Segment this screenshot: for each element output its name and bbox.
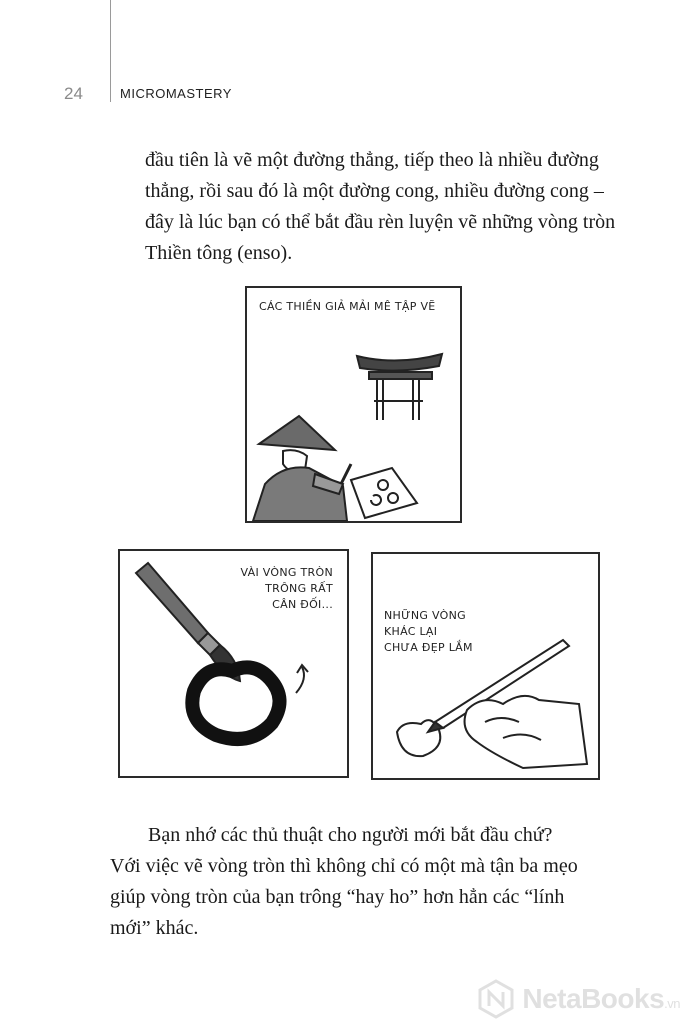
header-rule [110, 0, 111, 102]
paragraph-line: đầu tiên là vẽ một đường thẳng, tiếp theo là nhiều đường [145, 149, 599, 171]
paragraph-line: thẳng, rồi sau đó là một đường cong, nhiều đường cong – [145, 180, 604, 202]
comic-panel-balanced-circle [118, 549, 349, 778]
paragraph-line: Thiền tông (enso). [145, 242, 293, 264]
zen-practice-illustration [247, 288, 460, 521]
running-head [0, 0, 700, 110]
paragraph-line: Với việc vẽ vòng tròn thì không chỉ có một mà tận ba mẹo [110, 855, 578, 877]
uneven-circle-illustration [373, 554, 598, 778]
panel-caption: NHỮNG VÒNG KHÁC LẠI CHƯA ĐẸP LẮM [384, 609, 473, 654]
paragraph-line: đây là lúc bạn có thể bắt đầu rèn luyện vẽ những vòng tròn [145, 211, 616, 233]
panel-caption: VÀI VÒNG TRÒN TRÔNG RẤT CÂN ĐỐI... [240, 566, 333, 611]
panel-caption: CÁC THIỀN GIẢ MẢI MÊ TẬP VẼ [259, 300, 436, 313]
paragraph-line: Bạn nhớ các thủ thuật cho người mới bắt đầu chứ? [148, 824, 553, 846]
watermark-text: NetaBooks.vn [522, 983, 680, 1014]
paragraph-bottom [110, 820, 578, 944]
practice-paper [351, 468, 417, 518]
page-number: 24 [64, 84, 83, 103]
hand-with-pencil [428, 640, 587, 768]
book-title: MICROMASTERY [120, 86, 232, 101]
paragraph-top [145, 145, 615, 269]
comic-panel-uneven-circle [371, 552, 600, 780]
paragraph-line: giúp vòng tròn của bạn trông “hay ho” hơn hẳn các “lính [110, 886, 565, 908]
netabooks-logo-icon [476, 979, 516, 1019]
brush [341, 464, 351, 484]
paragraph-line: mới” khác. [110, 917, 199, 939]
monk-figure [253, 416, 347, 521]
torii-gate [357, 354, 442, 420]
comic-panel-zen-practice [245, 286, 462, 523]
watermark [476, 979, 680, 1019]
